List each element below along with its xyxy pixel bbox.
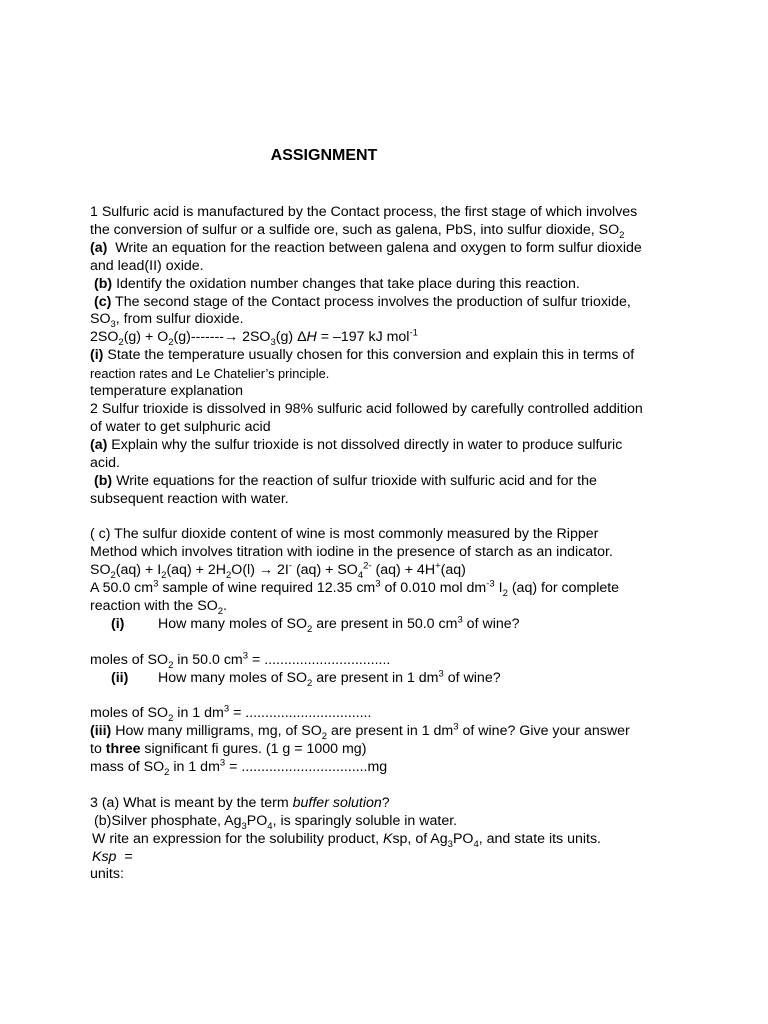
q2-intro-line-2: of water to get sulphuric acid: [90, 418, 271, 435]
q1-part-b: (b) Identify the oxidation number changes that take place during this reaction.: [94, 275, 580, 292]
q1-part-i-line-1: (i) State the temperature usually chosen for this conversion and explain this in terms of: [90, 347, 635, 364]
q2-part-i: (i) How many moles of $SO_2$ are present in 50.0 $cm^3$ of wine?: [111, 614, 520, 635]
q2-part-iii-line-1: (iii) How many milligrams, mg, of $SO_2$ are present in 1 $dm^3$ of wine? Give your answer: [90, 721, 630, 743]
q1-part-i-line-3: temperature explanation: [90, 383, 244, 400]
q1-intro-line-2: the conversion of sulfur or a sulfide ore, such as galena, PbS, into sulfur dioxide, $SO_2$: [90, 221, 625, 241]
assignment-body: [90, 204, 690, 884]
q2-part-a-line-1: (a) Explain why the sulfur trioxide is not dissolved directly in water to produce sulfuric: [90, 436, 623, 453]
q1-intro-line-1: 1 Sulfuric acid is manufactured by the Contact process, the first stage of which involves: [90, 204, 638, 220]
q2-part-a-line-2: acid.: [90, 454, 120, 471]
q1-part-a-line-1: (a) Write an equation for the reaction between galena and oxygen to form sulfur dioxide: [90, 239, 642, 256]
q2-part-b-line-2: subsequent reaction with water.: [90, 490, 289, 507]
q2-part-b-line-1: (b) Write equations for the reaction of sulfur trioxide with sulfuric acid and for the: [94, 472, 597, 489]
blank-line: [90, 777, 690, 795]
q2-part-ii: (ii) How many moles of $SO_2$ are present in 1 $dm^3$ of wine?: [111, 667, 501, 689]
q2-sample-line-2: reaction with the $SO_2$.: [90, 597, 227, 617]
q2-part-c-line-1: ( c) The sulfur dioxide content of wine is most commonly measured by the Ripper: [90, 526, 599, 543]
q3-ksp-answer: Ksp =: [92, 848, 133, 865]
q2-part-iii-answer: mass of $SO_2$ in 1 $dm^3 = ................................mg$: [90, 757, 388, 778]
blank-line: [90, 687, 690, 705]
q2-part-ii-answer: moles of $SO_2$ in 1 $dm^3$ = ................................: [90, 703, 372, 725]
q1-equation: $2SO_2(g) + O_2(g)-------\to 2SO_3(g) \Delta H = -197$ kJ mol$^{-1}$: [90, 327, 418, 349]
q1-part-c-line-2: $SO_3$, from sulfur dioxide.: [90, 311, 244, 331]
q3-part-a: 3 (a) What is meant by the term buffer solution?: [90, 794, 390, 811]
q2-sample-line-1: A 50.0 $cm^3$ sample of wine required 12.35 $cm^3$ of 0.010 mol $dm^{-3}$ $I_2$ (aq) for complete: [90, 578, 620, 599]
blank-line: [90, 634, 690, 652]
q3-units-answer: units:: [90, 866, 124, 883]
q3-part-b: (b)Silver phosphate, $Ag_3PO_4$, is sparingly soluble in water.: [94, 812, 458, 832]
blank-line: [90, 508, 690, 526]
q1-part-i-line-2: reaction rates and Le Chatelier’s principle.: [90, 366, 330, 382]
page-title: ASSIGNMENT: [270, 147, 378, 164]
q2-part-i-answer: moles of $SO_2$ in 50.0 $cm^3$ = ................................: [90, 649, 391, 671]
q2-part-iii-line-2: to three significant fi gures. (1 g = 1000 mg): [90, 741, 367, 758]
q2-intro-line-1: 2 Sulfur trioxide is dissolved in 98% sulfuric acid followed by carefully controlled addition: [90, 400, 643, 417]
q1-part-a-line-2: and lead(II) oxide.: [90, 257, 204, 274]
q2-equation: $SO_2(aq) + I_2(aq) + 2H_2O(l) \to 2I^-$ $(aq) + SO_4^{2-}$ (aq) + 4H+(aq): [90, 560, 466, 581]
q2-part-c-line-2: Method which involves titration with iodine in the presence of starch as an indicator.: [90, 544, 613, 561]
q3-part-b-instruction: W rite an expression for the solubility product, Ksp, of $Ag_3PO_4$, and state its units.: [92, 830, 602, 850]
q1-part-c-line-1: (c) The second stage of the Contact process involves the production of sulfur trioxide,: [94, 293, 631, 310]
